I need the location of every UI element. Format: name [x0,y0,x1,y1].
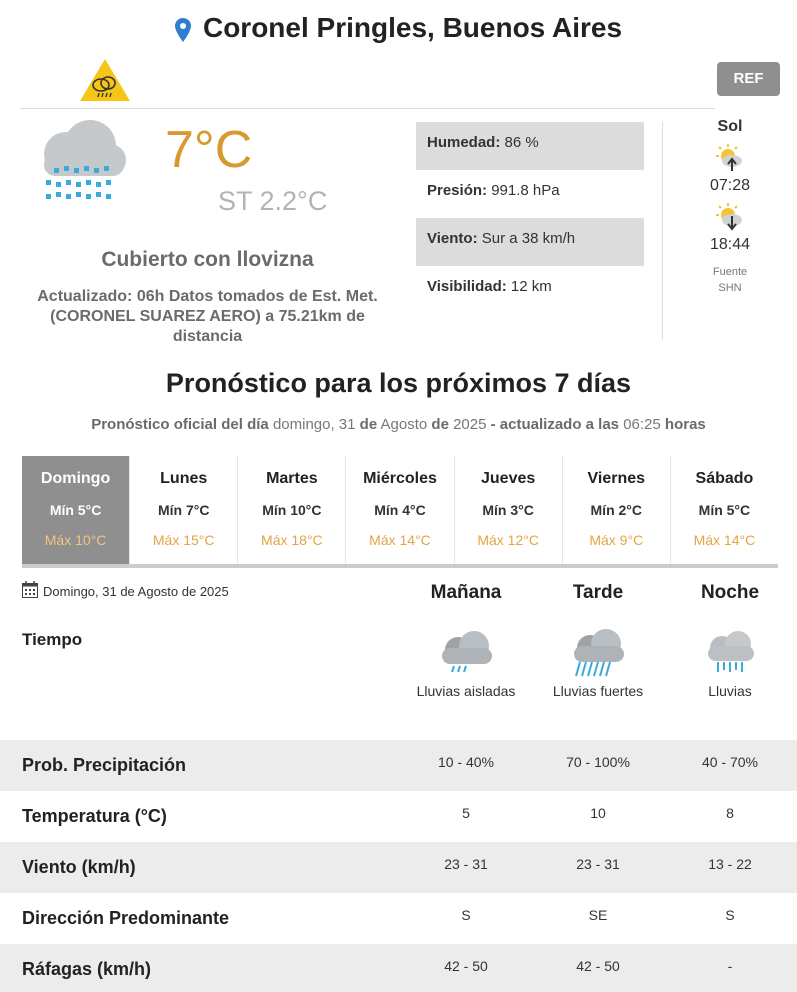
current-condition: Cubierto con llovizna [101,248,314,271]
weather-warning-icon[interactable] [79,58,131,102]
tab-sabado[interactable]: Sábado Mín 5°C Máx 14°C [693,470,756,548]
period-morning: Mañana [430,582,502,603]
update-info: Actualizado: 06h Datos tomados de Est. Met. (CORONEL SUAREZ AERO) a 75.21km de distancia [37,288,378,345]
tab-miercoles[interactable]: Miércoles Mín 4°C Máx 14°C [346,456,454,564]
ref-button[interactable]: REF [717,62,780,96]
stat-humidity: Humedad: 86 % [416,122,644,170]
stats-panel [416,122,644,314]
weather-label-afternoon: Lluvias fuertes [552,683,644,699]
tab-jueves[interactable]: Jueves Mín 3°C Máx 12°C [455,456,563,564]
tab-martes[interactable]: Martes Mín 10°C Máx 18°C [238,456,346,564]
forecast-subtitle: Pronóstico oficial del día domingo, 31 de Agosto de 2025 - actualizado a las 06:25 horas [91,416,706,433]
period-night: Noche [700,582,760,603]
period-afternoon: Tarde [572,582,624,603]
sunrise-icon [716,144,744,172]
tab-viernes[interactable]: Viernes Mín 2°C Máx 9°C [563,456,671,564]
tab-lunes[interactable]: Lunes Mín 7°C Máx 15°C [130,456,238,564]
stat-wind: Viento: Sur a 38 km/h [416,218,644,266]
cloud-rain-icon [700,628,760,680]
forecast-heading: Pronóstico para los próximos 7 días [165,368,632,398]
table-row: Viento (km/h) 23 - 31 23 - 31 13 - 22 [0,842,797,893]
tab-domingo[interactable]: Domingo Mín 5°C Máx 10°C [22,456,130,564]
table-row: Prob. Precipitación 10 - 40% 70 - 100% 40 - 70% [0,740,797,791]
table-row: Dirección Predominante S SE S [22,907,735,928]
cloud-drizzle-icon [28,118,132,210]
cloud-heavy-rain-icon [568,628,628,680]
divider [662,122,663,340]
location-title [0,12,797,44]
weather-label-morning: Lluvias aisladas [416,683,516,699]
location-name: Coronel Pringles, Buenos Aires [202,12,623,43]
table-row: Temperatura (°C) 5 10 8 [22,805,734,826]
location-pin-icon [175,18,191,42]
current-temperature: 7°C [165,121,253,179]
sunrise-time: 07:28 [709,177,751,194]
sunset-icon [716,203,744,231]
divider [20,108,715,109]
sun-panel [680,118,780,296]
stat-pressure: Presión: 991.8 hPa [427,182,560,199]
stat-visibility: Visibilidad: 12 km [427,278,552,295]
weather-label-night: Lluvias [708,683,752,699]
table-row: Ráfagas (km/h) 42 - 50 42 - 50 - [0,944,797,992]
sunset-time: 18:44 [709,236,751,253]
calendar-icon [22,581,38,598]
source-label: Fuente SHN [712,266,748,294]
sun-title: Sol [717,118,743,135]
cloud-light-rain-icon [436,628,496,680]
detail-date: Domingo, 31 de Agosto de 2025 [43,584,229,599]
feels-like-temperature: ST 2.2°C [218,186,328,216]
tiempo-label: Tiempo [22,630,83,649]
day-tabs [22,456,778,568]
